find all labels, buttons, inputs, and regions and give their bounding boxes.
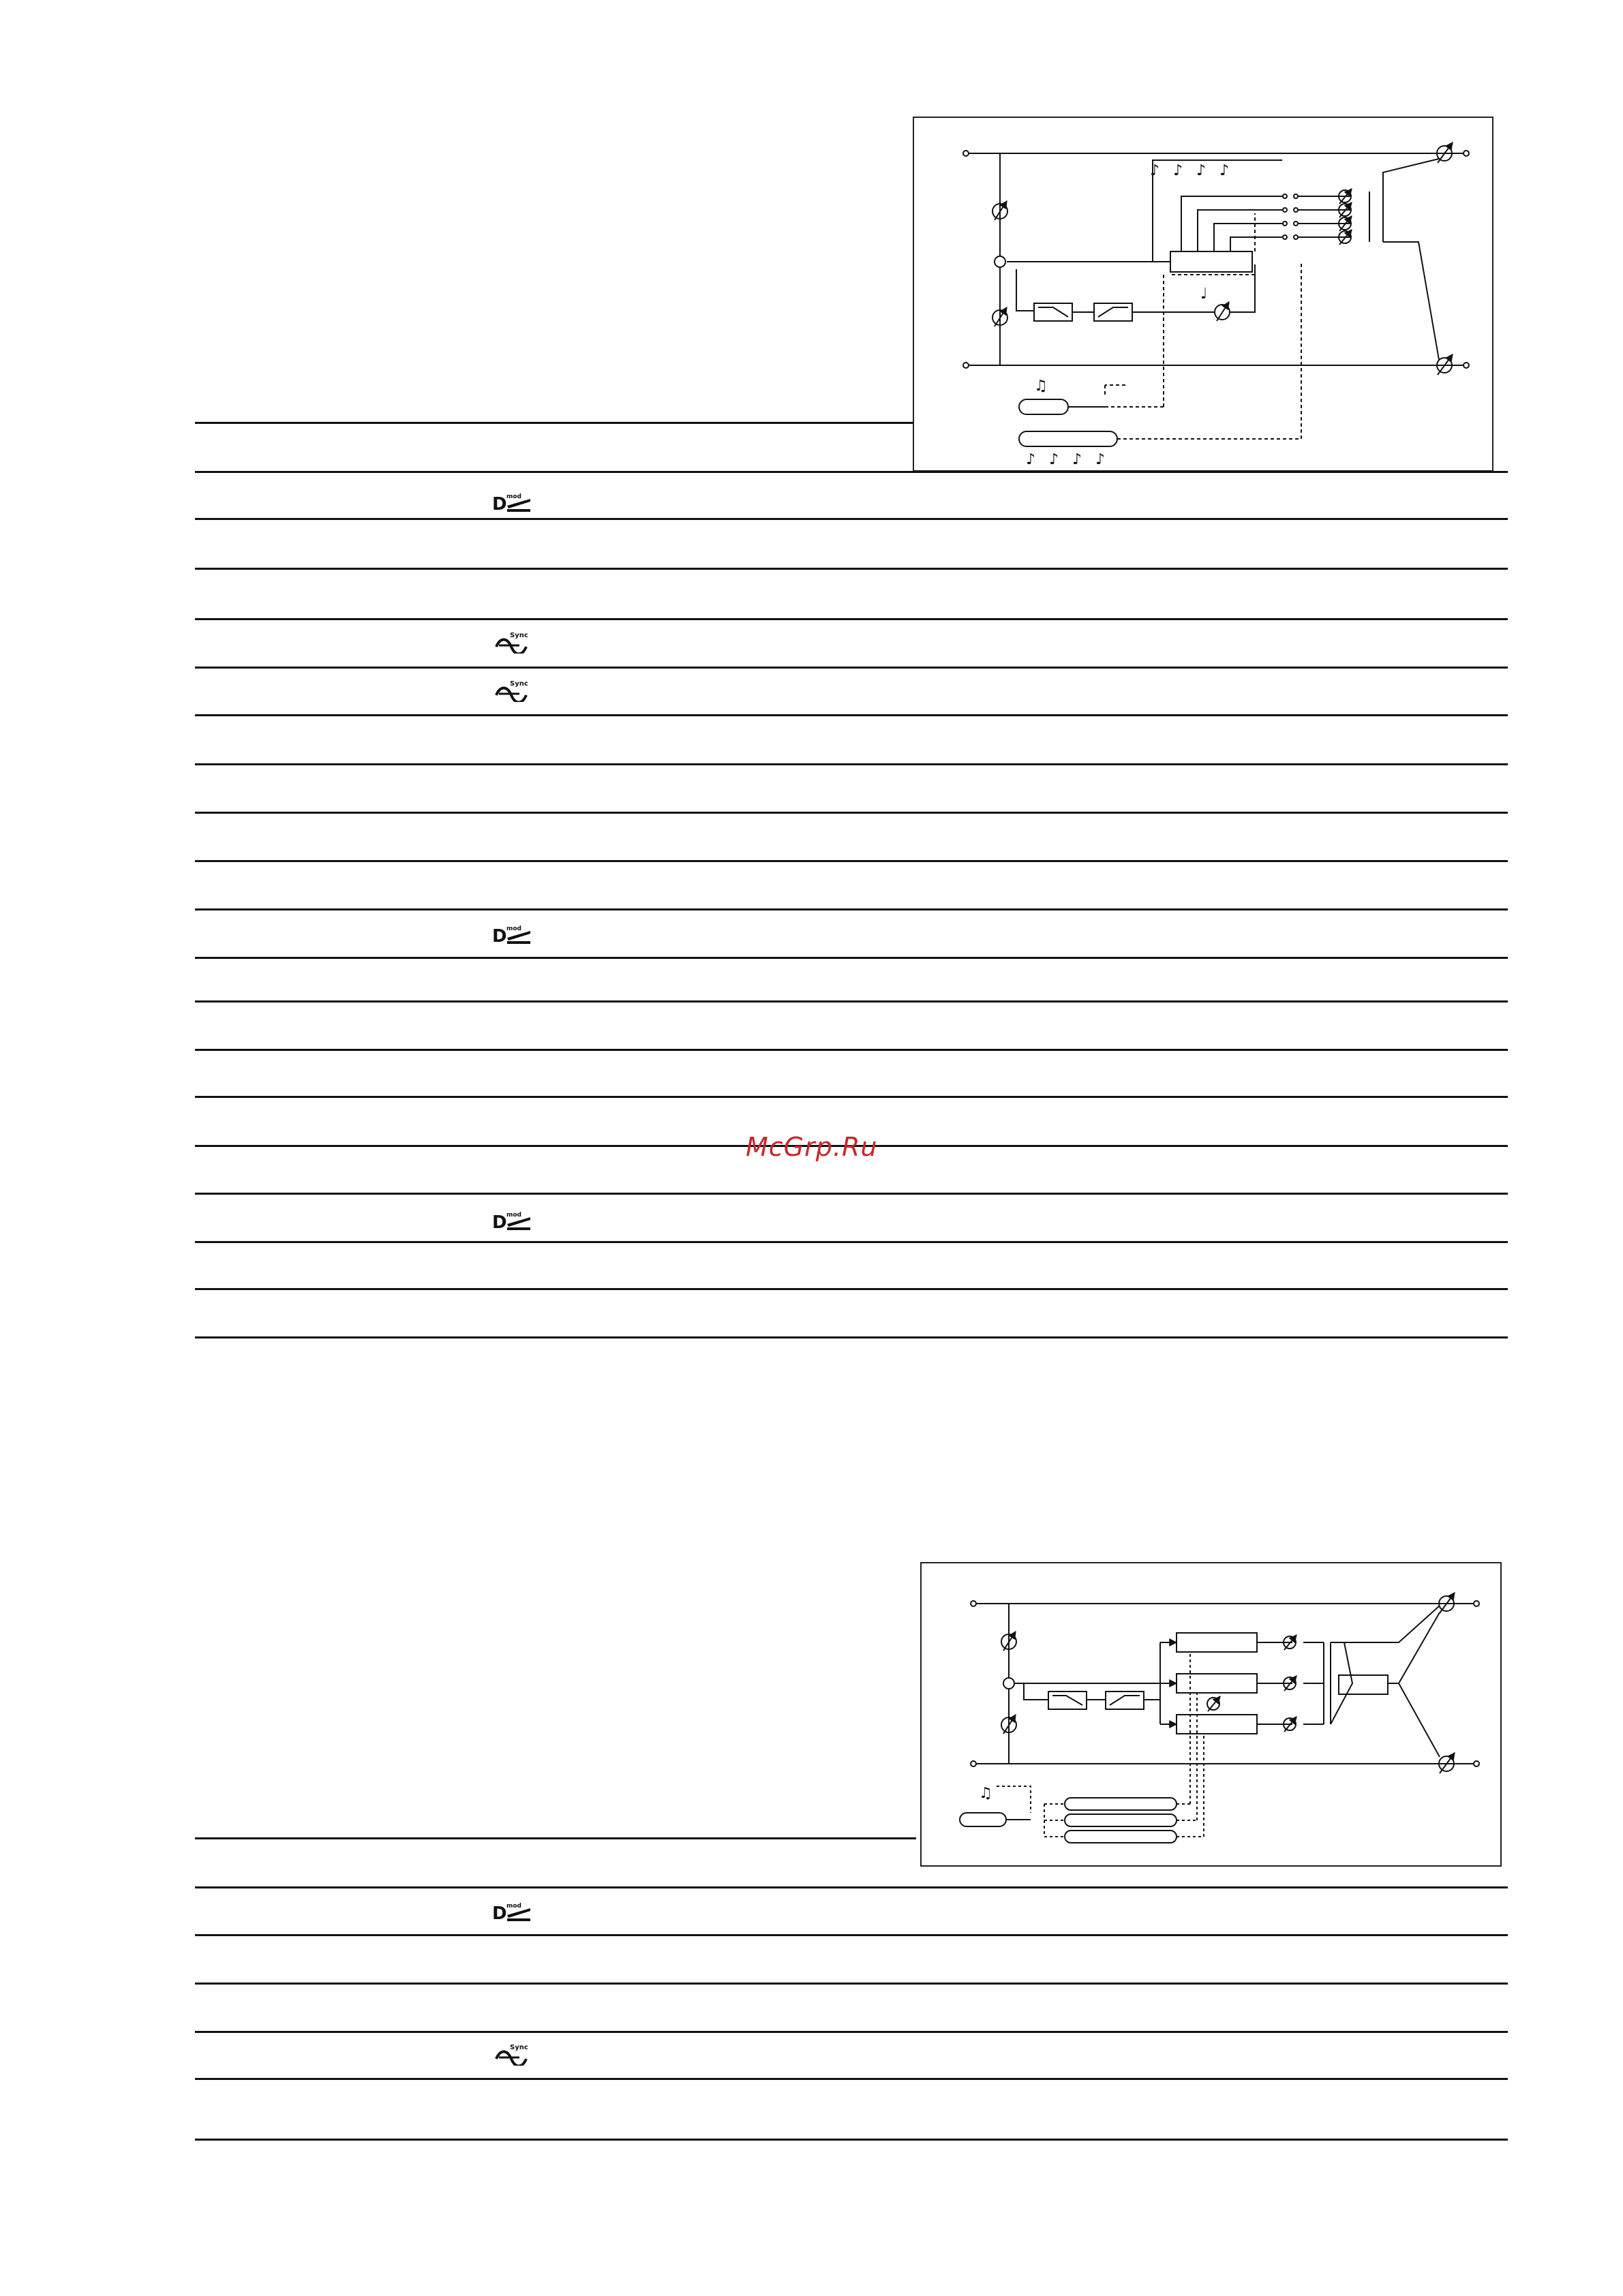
dmod-icon (492, 923, 534, 946)
dmod-icon (492, 1900, 534, 1923)
dmod-superscript: mod (506, 925, 522, 932)
rule (195, 1049, 1508, 1051)
dmod-letter: D (492, 494, 507, 514)
dmod-superscript: mod (506, 1903, 522, 1910)
svg-text:♪: ♪ (1196, 162, 1207, 179)
rule (195, 860, 1508, 862)
svg-text:♪: ♪ (1072, 451, 1082, 468)
dmod-icon-svg (492, 1900, 534, 1923)
rule (195, 568, 1508, 570)
sync-icon-svg (492, 679, 534, 702)
dmod-icon-svg (492, 923, 534, 946)
rule (195, 957, 1508, 959)
signal-flow-diagram-1 (913, 117, 1493, 472)
rule (195, 518, 1508, 520)
rule (195, 714, 1508, 716)
rule (195, 1288, 1508, 1290)
svg-text:♪: ♪ (1026, 451, 1036, 468)
rule (195, 1886, 1508, 1888)
rule (195, 1000, 1508, 1002)
rule (195, 1336, 1508, 1338)
rule (195, 1241, 1508, 1243)
svg-text:♫: ♫ (1034, 378, 1048, 395)
svg-text:♪: ♪ (1049, 451, 1059, 468)
sync-icon (492, 679, 534, 702)
dmod-icon-svg (492, 491, 534, 514)
rule (195, 2139, 1508, 2141)
rule (195, 422, 913, 424)
rule (195, 2078, 1508, 2080)
sync-superscript: Sync (510, 680, 528, 688)
rule (195, 1096, 1508, 1098)
svg-text:♩: ♩ (1200, 286, 1208, 303)
rule (195, 2031, 1508, 2033)
dmod-superscript: mod (506, 493, 522, 500)
sync-icon-svg (492, 2042, 534, 2066)
rule (195, 618, 1508, 620)
dmod-letter: D (492, 1212, 507, 1232)
svg-text:♫: ♫ (979, 1785, 992, 1802)
rule (195, 763, 1508, 765)
svg-text:♪: ♪ (1150, 162, 1160, 179)
svg-text:♪: ♪ (1173, 162, 1183, 179)
rule (195, 471, 1508, 473)
diagram-2-svg (922, 1563, 1503, 1868)
rule (195, 1934, 1508, 1936)
sync-icon-svg (492, 630, 534, 654)
dmod-icon (492, 491, 534, 514)
svg-text:♪: ♪ (1219, 162, 1230, 179)
rule (195, 1193, 1508, 1195)
rule (195, 908, 1508, 910)
svg-text:♪: ♪ (1095, 451, 1106, 468)
dmod-icon (492, 1209, 534, 1232)
diagram-1-svg (914, 118, 1495, 473)
rule (195, 667, 1508, 669)
dmod-superscript: mod (506, 1212, 522, 1219)
dmod-letter: D (492, 926, 507, 946)
sync-superscript: Sync (510, 2044, 528, 2051)
sync-icon (492, 2042, 534, 2066)
watermark: McGrp.Ru (746, 1132, 878, 1162)
rule (195, 812, 1508, 814)
rule (195, 1837, 916, 1839)
rule (195, 1983, 1508, 1985)
dmod-icon-svg (492, 1209, 534, 1232)
dmod-letter: D (492, 1903, 507, 1923)
sync-superscript: Sync (510, 632, 528, 639)
signal-flow-diagram-2 (920, 1562, 1502, 1867)
sync-icon (492, 630, 534, 654)
